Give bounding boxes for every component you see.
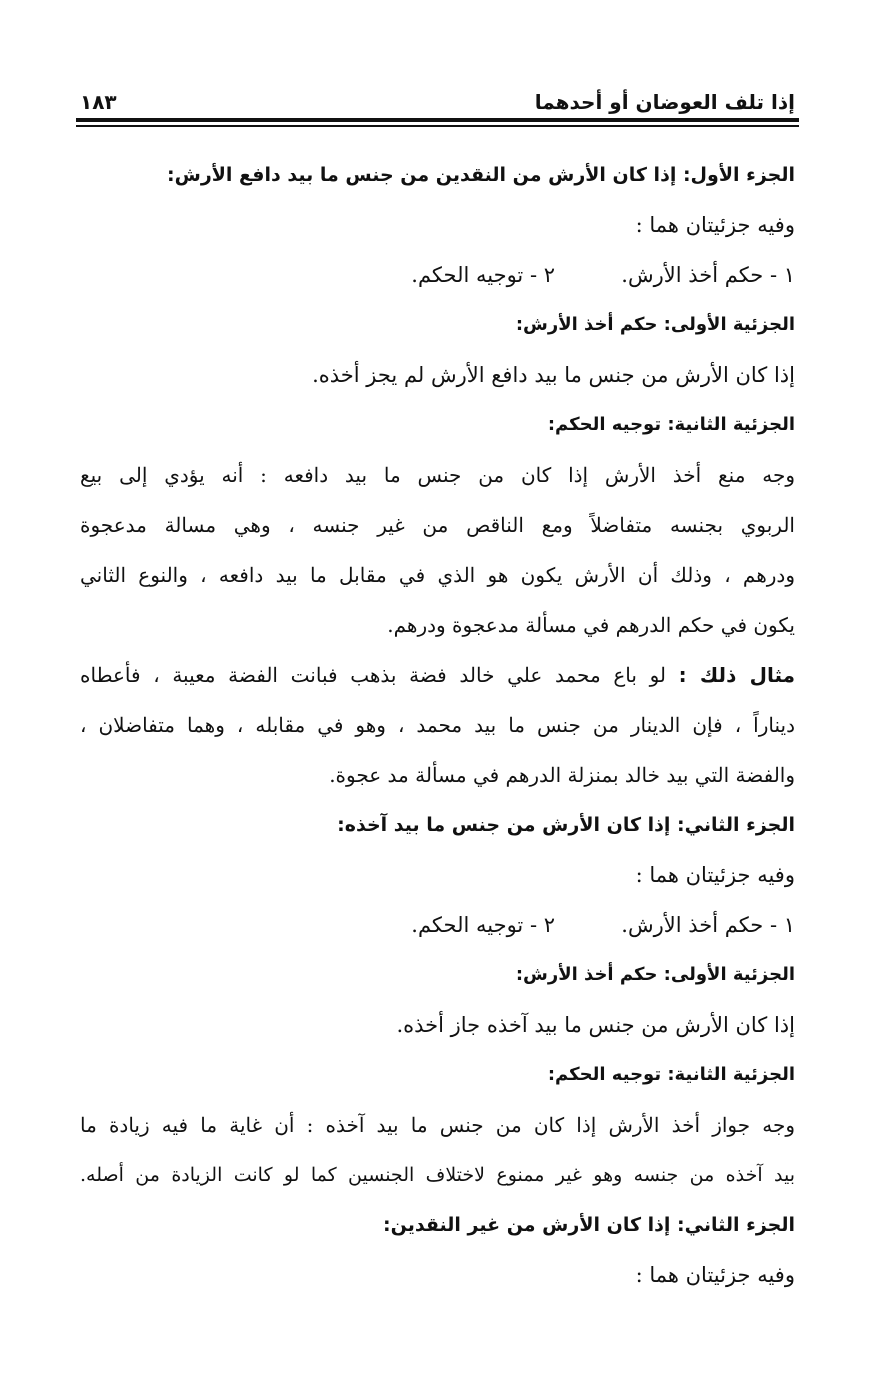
- page-body: [80, 150, 795, 1300]
- section-heading-1: الجزء الأول: إذا كان الأرش من النقدين من جنس ما بيد دافع الأرش:: [167, 164, 795, 186]
- paragraph-4-line: وجه جواز أخذ الأرش إذا كان من جنس ما بيد آخذه : أن غاية ما فيه زيادة ما: [80, 1113, 795, 1137]
- paragraph-2-line: الربوي بجنسه متفاضلاً ومع الناقص من غير جنسه ، وهي مسالة مدعجوة: [80, 513, 795, 537]
- example-line: [80, 650, 795, 700]
- paragraph-2-line: وجه منع أخذ الأرش إذا كان من جنس ما بيد دافعه : أنه يؤدي إلى بيع: [80, 463, 795, 487]
- list-item: ١ - حكم أخذ الأرش.: [621, 263, 795, 287]
- example-text: لو باع محمد علي خالد فضة بذهب فبانت الفضة معيبة ، فأعطاه: [80, 663, 666, 687]
- list-item: ٢ - توجيه الحكم.: [411, 263, 555, 287]
- subsection-heading-3: الجزئية الأولى: حكم أخذ الأرش:: [515, 964, 795, 985]
- intro-line-1: وفيه جزئيتان هما :: [635, 213, 795, 237]
- paragraph-2-line: ودرهم ، وذلك أن الأرش يكون هو الذي في مقابل ما بيد دافعه ، والنوع الثاني: [80, 563, 795, 587]
- example-label: مثال ذلك :: [678, 663, 795, 687]
- chapter-title: إذا تلف العوضان أو أحدهما: [534, 90, 795, 114]
- subsection-heading-4: الجزئية الثانية: توجيه الحكم:: [547, 1064, 795, 1085]
- subsection-heading-1: الجزئية الأولى: حكم أخذ الأرش:: [515, 314, 795, 335]
- example-line: والفضة التي بيد خالد بمنزلة الدرهم في مسألة مد عجوة.: [329, 763, 795, 787]
- subsection-heading-2: الجزئية الثانية: توجيه الحكم:: [547, 414, 795, 435]
- intro-line-3: وفيه جزئيتان هما :: [635, 1263, 795, 1287]
- running-header: [80, 84, 795, 114]
- list-item: ١ - حكم أخذ الأرش.: [621, 913, 795, 937]
- list-item: ٢ - توجيه الحكم.: [411, 913, 555, 937]
- example-line: ديناراً ، فإن الدينار من جنس ما بيد محمد ، وهو في مقابله ، وهما متفاضلان ،: [80, 713, 795, 737]
- paragraph-3: إذا كان الأرش من جنس ما بيد آخذه جاز أخذه.: [396, 1013, 795, 1037]
- header-rule-thick: [76, 118, 799, 122]
- paragraph-2-line: يكون في حكم الدرهم في مسألة مدعجوة ودرهم.: [387, 613, 795, 637]
- page-number: ١٨٣: [80, 90, 117, 114]
- section-heading-3: الجزء الثاني: إذا كان الأرش من غير النقدين:: [383, 1214, 795, 1236]
- section-heading-2: الجزء الثاني: إذا كان الأرش من جنس ما بيد آخذه:: [337, 814, 795, 836]
- item-list-1: [80, 250, 795, 300]
- header-rule-thin: [76, 125, 799, 127]
- paragraph-4-line: بيد آخذه من جنسه وهو غير ممنوع لاختلاف الجنسين كما لو كانت الزيادة من أصله.: [80, 1164, 795, 1186]
- paragraph-1: إذا كان الأرش من جنس ما بيد دافع الأرش لم يجز أخذه.: [312, 363, 795, 387]
- item-list-2: [80, 900, 795, 950]
- intro-line-2: وفيه جزئيتان هما :: [635, 863, 795, 887]
